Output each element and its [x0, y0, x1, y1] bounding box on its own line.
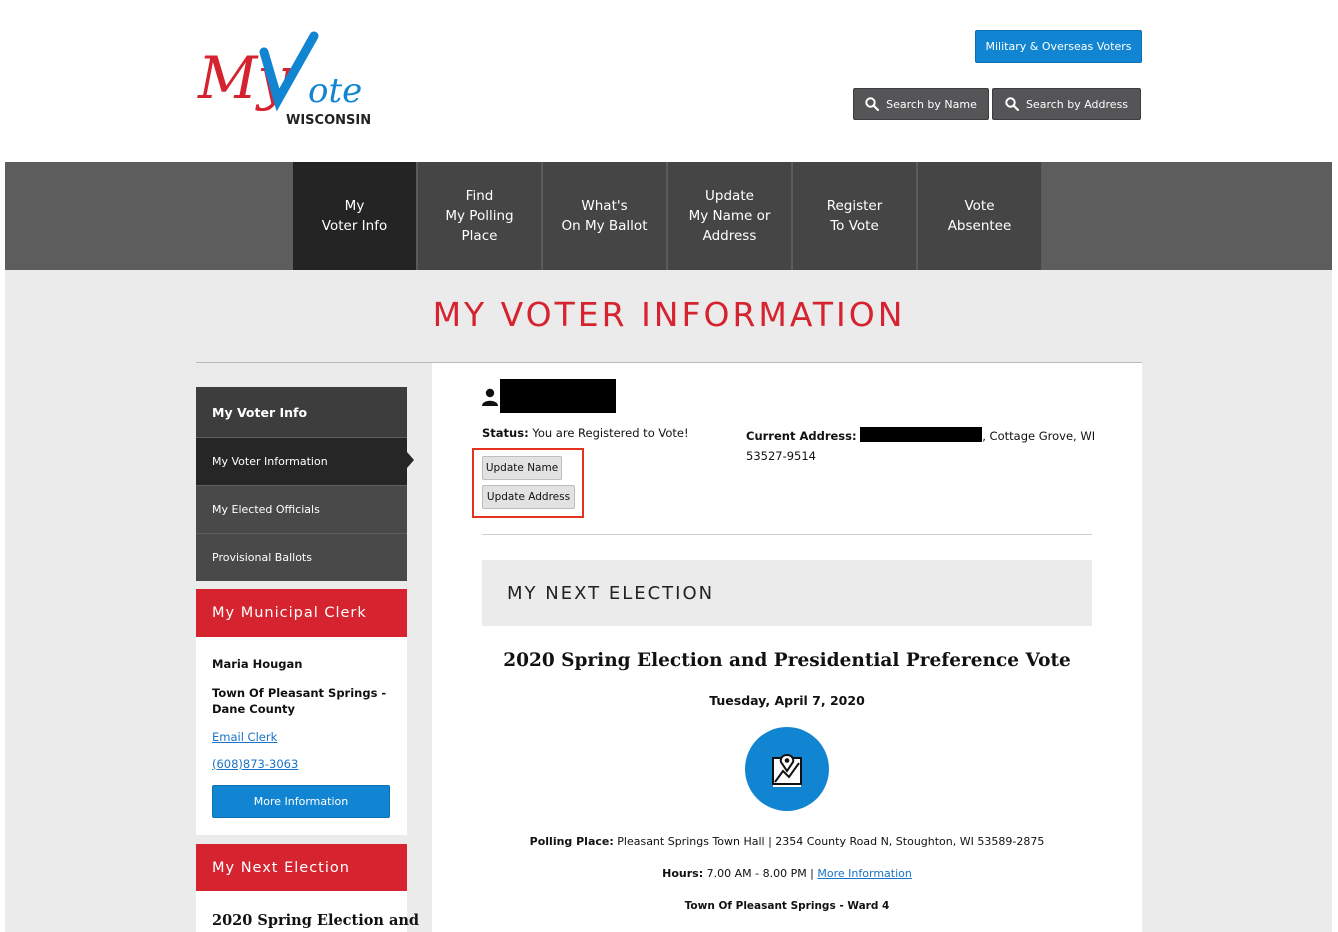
voter-info-panel [432, 363, 1142, 932]
polling-place-badge [745, 727, 829, 811]
search-by-address-button[interactable] [992, 88, 1141, 120]
email-clerk-link[interactable]: Email Clerk [212, 730, 278, 744]
search-icon [1005, 97, 1019, 111]
logo-vote-text: ote [308, 71, 363, 111]
hours-value: 7.00 AM - 8.00 PM | [706, 867, 814, 880]
search-by-name-button[interactable] [853, 88, 989, 120]
nav-my-voter-info[interactable] [293, 162, 417, 270]
sidebar-item-my-voter-information[interactable]: My Voter Information [196, 437, 407, 485]
map-pin-icon [770, 751, 804, 787]
active-indicator-arrow [407, 452, 414, 468]
nav-whats-on-my-ballot[interactable] [543, 162, 667, 270]
sidebar-item-provisional-ballots[interactable]: Provisional Ballots [196, 533, 407, 581]
polling-hours [482, 867, 1092, 880]
sidebar-next-election-panel [196, 891, 420, 932]
current-address [746, 426, 1096, 466]
hours-more-information-link[interactable]: More Information [817, 867, 912, 880]
sidebar-election-title: 2020 Spring Election and [212, 912, 420, 929]
nav-label: My Voter Info [321, 198, 388, 234]
redacted-street-address [860, 427, 982, 442]
municipal-clerk-panel [196, 637, 407, 835]
divider [482, 534, 1092, 535]
update-name-button[interactable]: Update Name [482, 456, 562, 480]
polling-value: Pleasant Springs Town Hall | 2354 County Road N, Stoughton, WI 53589-2875 [617, 835, 1045, 848]
myvote-wisconsin-logo[interactable] [196, 30, 382, 138]
logo-state: WISCONSIN [286, 113, 372, 128]
election-date: Tuesday, April 7, 2020 [709, 693, 865, 708]
page-title: MY VOTER INFORMATION [432, 295, 906, 334]
address-city: , Cottage Grove, WI [982, 429, 1096, 443]
nav-label: Update My Name or Address [688, 188, 771, 244]
logo-script: My [198, 44, 291, 112]
nav-label: Find My Polling Place [445, 188, 514, 244]
update-address-button[interactable]: Update Address [482, 485, 575, 509]
nav-label: Register To Vote [826, 198, 883, 234]
main-nav [5, 162, 1332, 270]
next-election-heading: My Next Election [196, 844, 407, 892]
hours-label: Hours: [662, 867, 704, 880]
nav-find-polling-place[interactable] [418, 162, 542, 270]
nav-label: What's On My Ballot [561, 198, 648, 234]
status-value: You are Registered to Vote! [532, 426, 689, 440]
search-by-name-label: Search by Name [886, 97, 977, 111]
search-by-address-label: Search by Address [1025, 97, 1129, 111]
site-header [0, 0, 1338, 162]
address-label: Current Address: [746, 429, 857, 443]
military-overseas-button[interactable]: Military & Overseas Voters [975, 30, 1142, 63]
nav-register-to-vote[interactable] [793, 162, 917, 270]
election-name: 2020 Spring Election and Presidential Preference Vote [503, 650, 1071, 671]
polling-place [482, 835, 1092, 848]
address-zip: 53527-9514 [746, 449, 816, 463]
clerk-town: Town Of Pleasant Springs - Dane County [212, 686, 387, 716]
next-election-section-heading: MY NEXT ELECTION [482, 560, 1092, 626]
nav-update-name-address[interactable] [668, 162, 792, 270]
clerk-phone-link[interactable]: (608)873-3063 [212, 757, 299, 771]
redacted-voter-name [500, 379, 616, 413]
nav-vote-absentee[interactable] [918, 162, 1042, 270]
search-icon [865, 97, 879, 111]
sidebar-heading: My Voter Info [196, 387, 407, 437]
nav-label: Vote Absentee [947, 198, 1012, 234]
polling-label: Polling Place: [529, 835, 614, 848]
person-icon [482, 388, 498, 406]
municipal-clerk-heading: My Municipal Clerk [196, 589, 407, 637]
clerk-more-information-button[interactable]: More Information [212, 785, 390, 818]
registration-status [482, 426, 689, 440]
sidebar-item-my-elected-officials[interactable]: My Elected Officials [196, 485, 407, 533]
clerk-name: Maria Hougan [212, 657, 303, 671]
ward-info: Town Of Pleasant Springs - Ward 4 [684, 900, 890, 912]
status-label: Status: [482, 426, 529, 440]
